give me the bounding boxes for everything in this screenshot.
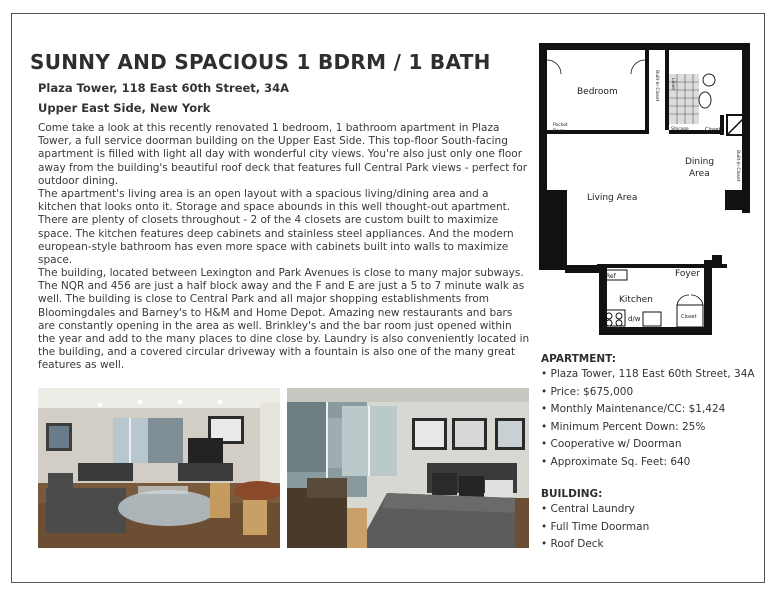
description-paragraph-3: The building, located between Lexington and Park Avenues is close to many major subways. The NQR and 456 are just a half block away and the F and E are just a 5 to 7 minute walk as well. The building is close to Central Park and all major shopping establishments from Bloomingdales and Barney's to H&M and Home Depot. Amazing new restaurants and bars are constantly opening in the area as well. Brinkley's and the bar room just opened within the year and add to the many places to dine close by. Laundry is also conveniently located in the building, and a covered circular driveway with a fountain is also one of the many great features as well. bbox=[38, 267, 530, 372]
description-paragraph-1: Come take a look at this recently renovated 1 bedroom, 1 bathroom apartment in Plaza Tower, a full service doorman building on the Upper East Side. This top-floor South-facing apartment is filled with light all day with wonderful city views. You're also just only one floor away from the building's beautiful roof deck that features full Central Park views - perfect for outdoor dining. bbox=[38, 122, 528, 187]
floorplan-label-foyer: Foyer bbox=[675, 269, 700, 279]
bedroom-photo bbox=[287, 388, 529, 548]
floorplan-label-living: Living Area bbox=[587, 193, 638, 203]
list-item: • Price: $675,000 bbox=[541, 385, 634, 398]
listing-address: Plaza Tower, 118 East 60th Street, 34A bbox=[38, 81, 290, 95]
floorplan-label-bedroom: Bedroom bbox=[577, 87, 618, 97]
apartment-list bbox=[541, 368, 755, 473]
floorplan-label-kitchen: Kitchen bbox=[619, 295, 653, 305]
floorplan-column-sw bbox=[539, 190, 567, 270]
list-item: • Plaza Tower, 118 East 60th Street, 34A bbox=[541, 368, 755, 380]
floorplan-label-pocket-1: Pocket bbox=[553, 123, 568, 128]
floorplan-column-se bbox=[725, 190, 750, 210]
description-paragraph-2: The apartment's living area is an open layout with a spacious living/dining area and a kitchen that looks onto it. Storage and space abounds in this well thought-out apartment. There are plenty of closets throughout - 2 of the 4 closets are custom built to maximize space. The kitchen features deep cabinets and stainless steel appliances. And the modern european-style bathroom has even more space with cabinets built into walls to maximize space. bbox=[38, 188, 514, 267]
floorplan-label-ref: Ref bbox=[606, 273, 616, 280]
list-item: • Cooperative w/ Doorman bbox=[541, 438, 682, 450]
floorplan-label-dw: d/w bbox=[628, 315, 641, 323]
list-item: • Full Time Doorman bbox=[541, 520, 650, 533]
building-heading: BUILDING: bbox=[541, 488, 603, 500]
floorplan-label-pocket-2: Door bbox=[553, 129, 564, 134]
living-room-photo bbox=[38, 388, 280, 548]
apartment-heading: APARTMENT: bbox=[541, 353, 616, 365]
list-item: • Central Laundry bbox=[541, 503, 635, 515]
floorplan bbox=[537, 40, 753, 340]
floorplan-label-closet-3: Closet bbox=[681, 314, 697, 320]
building-list bbox=[541, 503, 649, 556]
floorplan-label-closet-1: Closet bbox=[705, 127, 721, 133]
listing-neighborhood: Upper East Side, New York bbox=[38, 101, 211, 115]
floorplan-label-dining-1: Dining bbox=[685, 157, 715, 167]
floorplan-label-closet-2: Built-in Closet bbox=[654, 70, 659, 102]
listing-title: SUNNY AND SPACIOUS 1 BDRM / 1 BATH bbox=[30, 50, 491, 74]
floorplan-label-dining-2: Area bbox=[689, 169, 710, 179]
floorplan-wall-north bbox=[539, 43, 749, 50]
list-item: • Minimum Percent Down: 25% bbox=[541, 420, 706, 433]
list-item: • Monthly Maintenance/CC: $1,424 bbox=[541, 403, 726, 415]
list-item: • Approximate Sq. Feet: 640 bbox=[541, 455, 691, 468]
floorplan-label-closet-4: Built-in Closet bbox=[735, 150, 740, 182]
floorplan-label-linen: Linen bbox=[670, 78, 675, 91]
list-item: • Roof Deck bbox=[541, 538, 604, 550]
floorplan-label-storage: Storage bbox=[671, 127, 689, 132]
